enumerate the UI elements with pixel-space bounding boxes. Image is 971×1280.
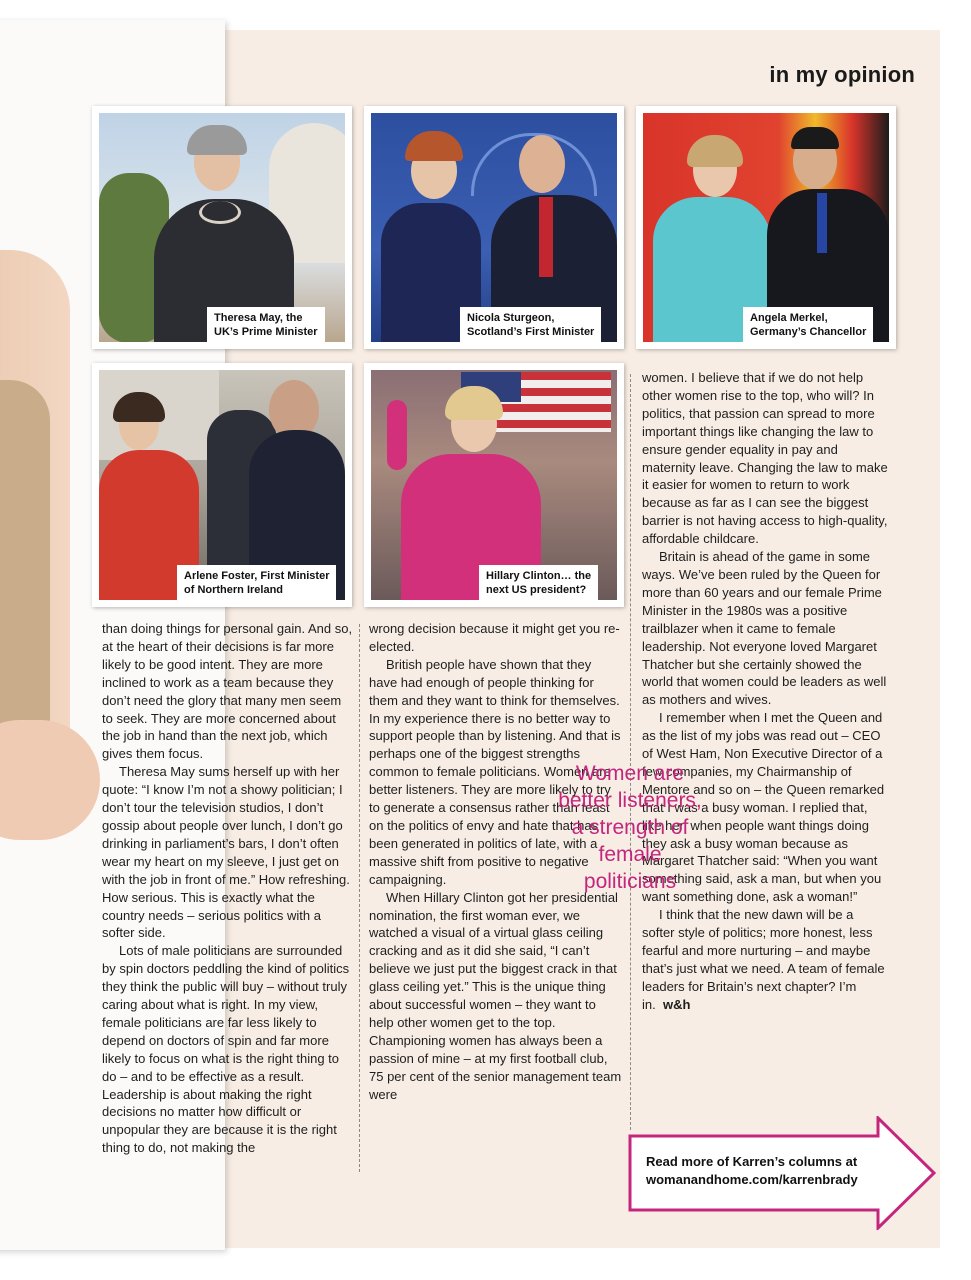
article-column-1 xyxy=(102,620,354,1157)
caption-line-1: Nicola Sturgeon, xyxy=(467,312,555,324)
caption-line-2: of Northern Ireland xyxy=(184,584,284,596)
paragraph: wrong decision because it might get you re-elected. xyxy=(369,621,620,654)
caption-line-1: Hillary Clinton… the xyxy=(486,570,592,582)
paragraph: I remember when I met the Queen and as the list of my jobs was read out – CEO of West Ham, Non Executive Director of a few companies, my Chairmanship of Mentore and so on – the Queen remarked that I was a busy woman. I replied that, like her, when people want things doing they ask a busy woman because as Margaret Thatcher said: “When you want something said, ask a man, but when you want something done, ask a woman!” xyxy=(642,710,885,905)
article-column-3 xyxy=(642,369,888,1014)
caption-line-2: Germany’s Chancellor xyxy=(750,326,867,338)
caption-line-1: Angela Merkel, xyxy=(750,312,828,324)
paragraph: Britain is ahead of the game in some ways. We’ve been ruled by the Queen for more than 60 years and our female Prime Minister in the 1980s was a positive trailblazer when it came to female leadership. Not everyone loved Margaret Thatcher but she certainly showed the world that women could be leaders as well as mothers and wives. xyxy=(642,549,887,708)
photo-hillary-clinton xyxy=(364,363,624,607)
caption-line-2: UK’s Prime Minister xyxy=(214,326,318,338)
caption-line-1: Arlene Foster, First Minister xyxy=(184,570,330,582)
paragraph: I think that the new dawn will be a softer style of politics; more honest, less fearful and more nurturing – and maybe that’s just what we need. A team of female leaders for Britain’s next chapter? I’m in. xyxy=(642,907,885,1012)
photo-arlene-foster xyxy=(92,363,352,607)
caption-line-1: Theresa May, the xyxy=(214,312,303,324)
promo-line-2: womanandhome.com/karrenbrady xyxy=(646,1172,858,1187)
paragraph: than doing things for personal gain. And so, at the heart of their decisions is far more likely to be good intent. They are more inclined to work as a team because they don’t need the glory that many men seem to seek. They are more concerned about the job in hand than the next job, which gives them focus. xyxy=(102,621,353,762)
column-divider xyxy=(630,374,631,1130)
paragraph: Lots of male politicians are surrounded by spin doctors peddling the kind of politics they think the public will buy – without truly caring about what is right. In my view, female politicians are far less likely to depend on doctors of spin and far more likely to focus on what is the right thing to do – and to be effective as a result. Leadership is about making the right decisions no matter how difficult or unpopular they are because it is the right thing to do, not making the xyxy=(102,943,350,1156)
paragraph: women. I believe that if we do not help other women rise to the top, who will? In politics, that passion can spread to more important things like changing the law to ensure gender equality in pay and maternity leave. Changing the law to make it easier for women to return to work because as far as I can see the biggest barrier is not having access to high-quality, affordable childcare. xyxy=(642,370,888,547)
paragraph: When Hillary Clinton got her presidential nomination, the first woman ever, we watched a visual of a virtual glass ceiling cracking and as it did she said, “I can’t believe we just put the biggest crack in that glass ceiling yet.” This is the unique thing about successful women – they want to help other women get to the top. Championing women has always been a passion of mine – at my first football club, 75 per cent of the senior management team were xyxy=(369,889,622,1102)
paragraph: British people have shown that they have had enough of people thinking for them and they want to think for themselves. In my experience there is no better way to support people than by listening. And that is perhaps one of the biggest strengths common to female politicians. Women are better listeners. They are more likely to try to generate a consensus rather than feast on the politics of envy and hate that has been generated in politics of late, with a massive shift from positive to negative campaigning. xyxy=(369,656,621,887)
promo-link[interactable] xyxy=(646,1153,906,1189)
signoff-logo: w&h xyxy=(662,996,691,1012)
column-divider xyxy=(359,624,360,1172)
caption-line-2: Scotland’s First Minister xyxy=(467,326,595,338)
photo-theresa-may xyxy=(92,106,352,349)
promo-line-1: Read more of Karren’s columns at xyxy=(646,1154,858,1169)
pull-quote: Women are better listeners, a strength of female politicians xyxy=(558,762,702,893)
caption-line-2: next US president? xyxy=(486,584,587,596)
photo-angela-merkel xyxy=(636,106,896,349)
section-label: in my opinion xyxy=(769,62,915,87)
paragraph: Theresa May sums herself up with her quote: “I know I’m not a showy politician; I don’t tour the television studios, I don’t gossip about people over lunch, I don’t go drinking in parliament’s bars, I don’t often wear my heart on my sleeve, I just get on with the job in front of me.” How refreshing. How serious. This is exactly what the country needs – serious politics with a softer side. xyxy=(102,764,350,941)
photo-nicola-sturgeon xyxy=(364,106,624,349)
